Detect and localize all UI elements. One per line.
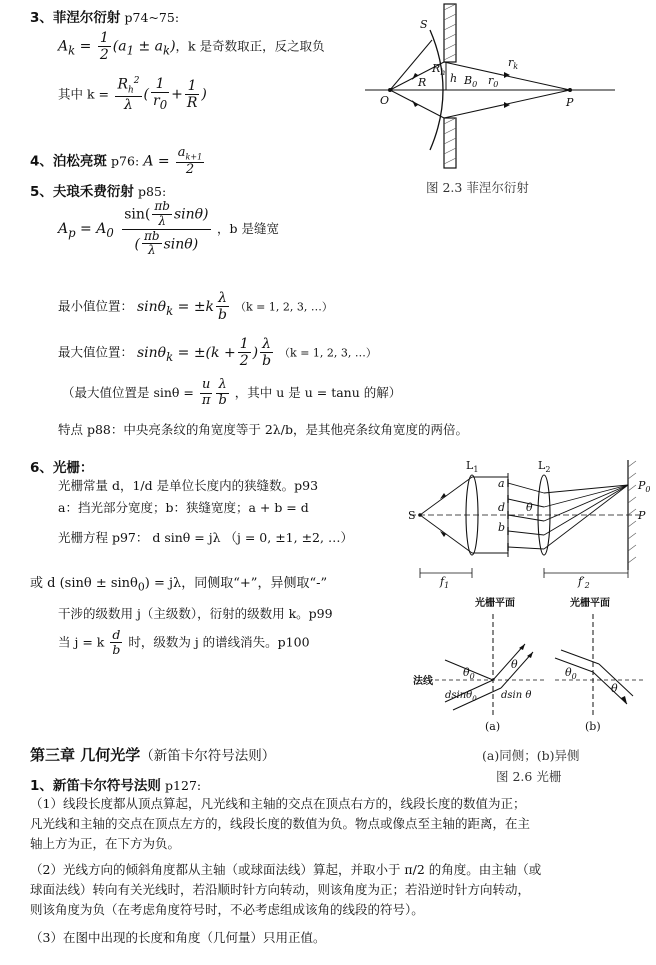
- grating-setup-diagram: [400, 455, 650, 590]
- theta0-b: $\theta_0$: [565, 666, 577, 681]
- half-fraction: $\frac{1}{2}$: [99, 30, 109, 64]
- normal-label: 法线: [413, 676, 433, 687]
- label-rk: $r_k$: [508, 56, 519, 71]
- fresnel-diagram: [360, 0, 620, 175]
- min-position: 最小值位置： sinθ$_k$ = ±k $\frac{\lambda}{b}$ （k = 1, 2, 3, …）: [58, 290, 333, 324]
- order-notation: 干涉的级数用 j（主级数），衍射的级数用 k。p99: [58, 606, 333, 621]
- label-theta: θ: [526, 501, 533, 514]
- label-b: b: [498, 521, 506, 534]
- max-note: （最大值位置是 sinθ = $\frac{u}{\pi}$ $\frac{\lambda}{b}$ ，其中 u 是 u = tanu 的解）: [62, 377, 402, 408]
- theta-a: θ: [511, 658, 518, 671]
- label-h: h: [450, 72, 458, 85]
- central-fringe-feature: 特点 p88：中央亮条纹的角宽度等于 2λ/b，是其他亮条纹角宽度的两倍。: [58, 422, 468, 437]
- theta0-a: $\theta_0$: [463, 666, 475, 681]
- fresnel-k-formula: 其中 k = $\frac{R_h^2}{\lambda}$ ( $\frac{1}{r_0}$ + $\frac{1}{R}$ ): [58, 76, 207, 113]
- label-d: d: [498, 501, 506, 514]
- section-5-heading: 5、夫琅禾费衍射 p85:: [30, 184, 167, 200]
- grating-equation-oblique: 或 d (sinθ ± sinθ$_0$) = jλ，同侧取“+”，异侧取“-”: [30, 576, 328, 594]
- rule-1: （1）线段长度都从顶点算起，凡光线和主轴的交点在顶点右方的，线段长度的数值为正； 凡光线和主轴的交点在顶点左方的，线段长度的数值为负。物点或像点至主轴的距离，在主 轴上方为正，在下方为负。: [30, 796, 531, 851]
- max-position: 最大值位置： sinθ$_k$ = ±(k + $\frac{1}{2}$ ) $\frac{\lambda}{b}$ （k = 1, 2, 3, …）: [58, 336, 377, 370]
- grating-equation: 光栅方程 p97： d sinθ = jλ （j = 0, ±1, ±2, …）: [58, 530, 353, 545]
- grating-ab: a：挡光部分宽度；b：狭缝宽度；a + b = d: [58, 500, 309, 515]
- dsin-theta: dsin θ: [501, 690, 532, 701]
- chapter-3-section-1: 1、新笛卡尔符号法则 p127:: [30, 778, 202, 794]
- grating-plane-a: 光栅平面: [475, 598, 515, 609]
- section-6-heading: 6、光栅：: [30, 460, 94, 476]
- label-Rh: $R_h$: [432, 62, 446, 77]
- figure-2-3-caption: 图 2.3 菲涅尔衍射: [426, 180, 529, 195]
- label-P2: P: [638, 509, 646, 522]
- dsin-theta0: dsinθ$_0$: [445, 690, 477, 703]
- label-R: R: [418, 76, 427, 89]
- grating-plane-b: 光栅平面: [570, 598, 610, 609]
- incidence-diagrams: [405, 592, 645, 737]
- label-a-panel: (a): [485, 720, 501, 733]
- label-S2: S: [408, 509, 416, 522]
- theta-b: θ: [611, 682, 618, 695]
- label-O: O: [380, 94, 390, 107]
- screen-top: [444, 4, 456, 62]
- rule-2: （2）光线方向的倾斜角度都从主轴（或球面法线）算起，并取小于 π/2 的角度。由主轴（或 球面法线）转向有关光线时，若沿顺时针方向转动，则该角度为正；若沿逆时针方向转动， 则该角度为负（在考虑角度符号时，不必考虑组成该角的线段的符号）。: [30, 862, 542, 917]
- section-4-heading: 4、泊松亮斑 p76: A = $\frac{a_{k+1}}{2}$: [30, 145, 203, 177]
- label-r0: $r_0$: [488, 74, 499, 89]
- label-a: a: [498, 477, 505, 490]
- missing-order: 当 j = k $\frac{d}{b}$ 时，级数为 j 的谱线消失。p100: [58, 627, 310, 658]
- label-B0: $B_0$: [464, 74, 478, 89]
- label-b-panel: (b): [585, 720, 601, 733]
- fraunhofer-ap-formula: $A_p = A_0$ sin( $\frac{\pi b}{\lambda}$ sinθ) ( $\frac{\pi b}{\lambda}$ sinθ) ，b 是缝宽: [58, 199, 279, 258]
- label-S: S: [420, 18, 428, 31]
- figure-2-6-subcaption: (a)同侧；(b)异侧: [482, 748, 580, 763]
- label-L2: $L_2$: [538, 459, 551, 474]
- fresnel-ak-formula: $A_k$ = $\frac{1}{2}$ $(a_1 \pm a_k)$，k 是奇数取正，反之取负: [58, 30, 325, 64]
- label-P: P: [566, 96, 574, 109]
- section-3-heading: 3、菲涅尔衍射 p74~75:: [30, 10, 180, 26]
- grating-constant: 光栅常量 d，1/d 是单位长度内的狭缝数。p93: [58, 478, 319, 493]
- label-L1: $L_1$: [466, 459, 479, 474]
- figure-2-6-caption: 图 2.6 光栅: [496, 769, 562, 784]
- chapter-3-title: 第三章 几何光学（新笛卡尔符号法则）: [30, 746, 276, 764]
- label-P0: $P_0$: [638, 479, 650, 494]
- label-f1: $f_1$: [440, 575, 450, 590]
- rule-3: （3）在图中出现的长度和角度（几何量）只用正值。: [30, 930, 326, 945]
- label-f2: $f'_2$: [578, 575, 590, 590]
